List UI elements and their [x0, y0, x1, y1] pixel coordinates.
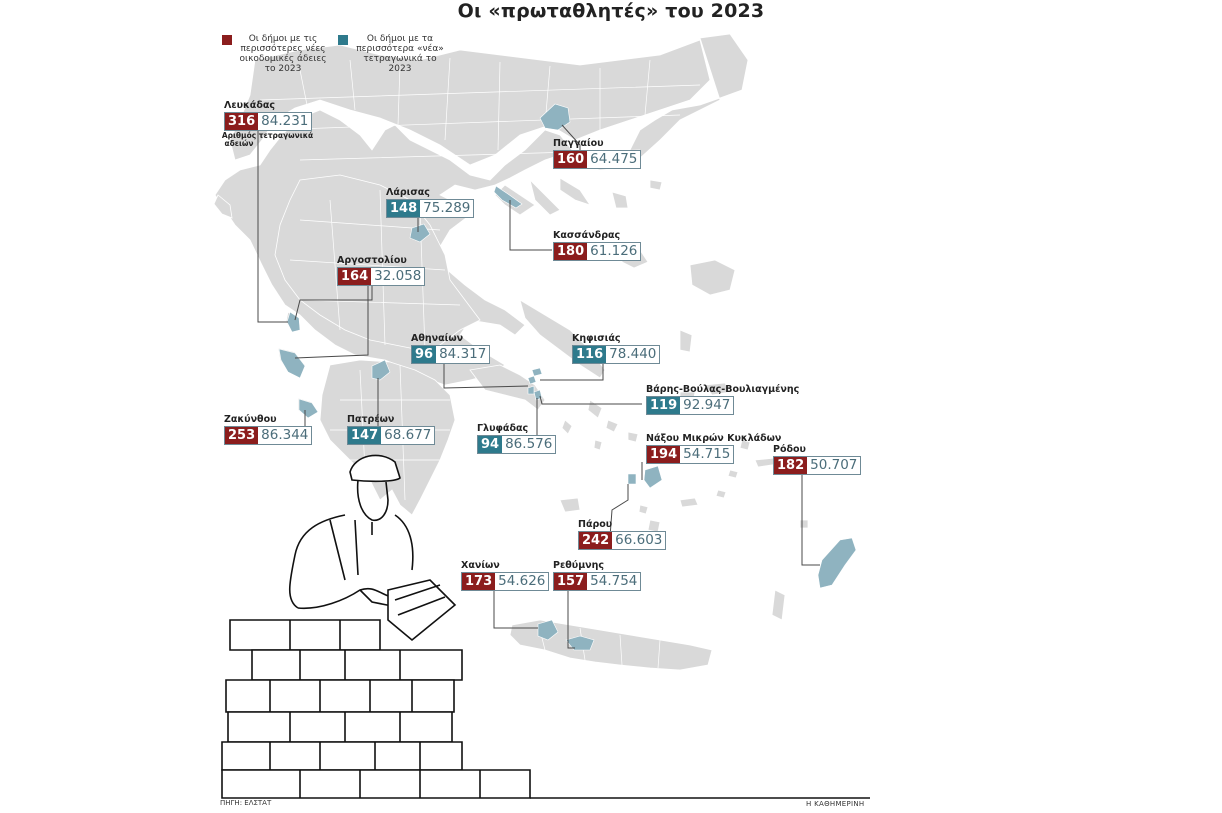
municipality-name: Λευκάδας — [224, 100, 276, 111]
area-kifisia — [532, 368, 542, 376]
sublabel-sqm: τετραγωνικά — [258, 131, 314, 140]
municipality-name: Ρόδου — [773, 444, 806, 455]
municipality-values — [773, 456, 861, 475]
ios — [639, 505, 648, 514]
municipality-name: Νάξου Μικρών Κυκλάδων — [646, 433, 782, 444]
amorgos — [680, 498, 698, 507]
permits-count: 157 — [554, 573, 587, 590]
permits-count: 242 — [579, 532, 612, 549]
legend-sqm-swatch — [338, 35, 348, 45]
square-meters: 86.344 — [261, 427, 309, 443]
municipality-values — [646, 445, 734, 464]
municipality-name: Ζακύνθου — [224, 414, 277, 425]
municipality-values — [572, 345, 660, 364]
square-meters: 78.440 — [609, 346, 657, 362]
square-meters: 84.317 — [439, 346, 487, 362]
legend-sqm — [338, 34, 446, 74]
thasos — [612, 192, 628, 208]
municipality-name: Χανίων — [461, 560, 500, 571]
municipality-name: Αργοστολίου — [337, 255, 407, 266]
square-meters: 86.576 — [505, 436, 553, 452]
permits-count: 194 — [647, 446, 680, 463]
tinos — [606, 420, 618, 432]
square-meters: 54.754 — [590, 573, 638, 589]
square-meters: 66.603 — [615, 532, 663, 548]
municipality-values — [224, 112, 312, 131]
permits-count: 148 — [387, 200, 420, 217]
samothraki — [650, 180, 662, 190]
municipality-name: Γλυφάδας — [477, 423, 529, 434]
municipality-values — [347, 426, 435, 445]
municipality-name: Πατρέων — [347, 414, 395, 425]
municipality-name: Λάρισας — [386, 187, 430, 198]
andros — [588, 400, 602, 418]
dodecanese-small — [716, 470, 808, 528]
square-meters: 50.707 — [810, 457, 858, 473]
municipality-values — [646, 396, 734, 415]
area-argostoli — [279, 349, 305, 378]
permits-count: 119 — [647, 397, 680, 414]
permits-count: 316 — [225, 113, 258, 130]
syros — [594, 440, 602, 450]
permits-count: 160 — [554, 151, 587, 168]
milos — [560, 498, 580, 512]
permits-count: 253 — [225, 427, 258, 444]
square-meters: 32.058 — [374, 268, 422, 284]
municipality-values — [477, 435, 556, 454]
permits-count: 94 — [478, 436, 502, 453]
mykonos — [628, 432, 638, 442]
area-rhodes — [818, 538, 856, 588]
municipality-values — [411, 345, 490, 364]
source-note: ΠΗΓΗ: ΕΛΣΤΑΤ — [220, 799, 272, 807]
square-meters: 54.626 — [498, 573, 546, 589]
permits-count: 96 — [412, 346, 436, 363]
square-meters: 61.126 — [590, 243, 638, 259]
page-title: Οι «πρωταθλητές» του 2023 — [457, 0, 765, 22]
square-meters: 64.475 — [590, 151, 638, 167]
karpathos — [772, 590, 785, 620]
municipality-name: Παγγαίου — [553, 138, 604, 149]
permits-count: 147 — [348, 427, 381, 444]
municipality-values — [553, 150, 641, 169]
municipality-values — [553, 572, 641, 591]
municipality-values — [461, 572, 549, 591]
permits-count: 173 — [462, 573, 495, 590]
sublabel-permits: Αριθμός αδειών — [221, 131, 257, 148]
square-meters: 54.715 — [683, 446, 731, 462]
permits-count: 182 — [774, 457, 807, 474]
square-meters: 84.231 — [261, 113, 309, 129]
permits-count: 180 — [554, 243, 587, 260]
kea — [562, 420, 572, 434]
permits-count: 116 — [573, 346, 606, 363]
municipality-name: Ρεθύμνης — [553, 560, 605, 571]
area-zakynthos — [299, 399, 318, 418]
lesvos — [690, 260, 735, 295]
municipality-values — [578, 531, 666, 550]
legend-permits — [222, 34, 328, 74]
municipality-name: Κηφισιάς — [572, 333, 621, 344]
municipality-name: Κασσάνδρας — [553, 230, 621, 241]
permits-count: 164 — [338, 268, 371, 285]
legend-permits-label: Οι δήμοι με τις περισσότερες νέες οικοδομικές άδειες το 2023 — [239, 34, 327, 74]
square-meters: 68.677 — [384, 427, 432, 443]
municipality-name: Βάρης-Βούλας-Βουλιαγμένης — [646, 384, 800, 395]
area-naxos — [644, 466, 662, 488]
municipality-name: Αθηναίων — [411, 333, 464, 344]
brand-logo-text: Η ΚΑΘΗΜΕΡΙΝΗ — [806, 800, 865, 808]
chios — [680, 330, 692, 352]
square-meters: 92.947 — [683, 397, 731, 413]
legend-sqm-label: Οι δήμοι με τα περισσότερα «νέα» τετραγωνικά το 2023 — [356, 34, 444, 74]
municipality-name: Πάρου — [578, 519, 613, 530]
area-lefkada — [287, 312, 300, 332]
municipality-values — [224, 426, 312, 445]
municipality-values — [386, 199, 474, 218]
square-meters: 75.289 — [423, 200, 471, 216]
legend-permits-swatch — [222, 35, 232, 45]
municipality-values — [553, 242, 641, 261]
area-paros — [628, 474, 636, 484]
municipality-values — [337, 267, 425, 286]
